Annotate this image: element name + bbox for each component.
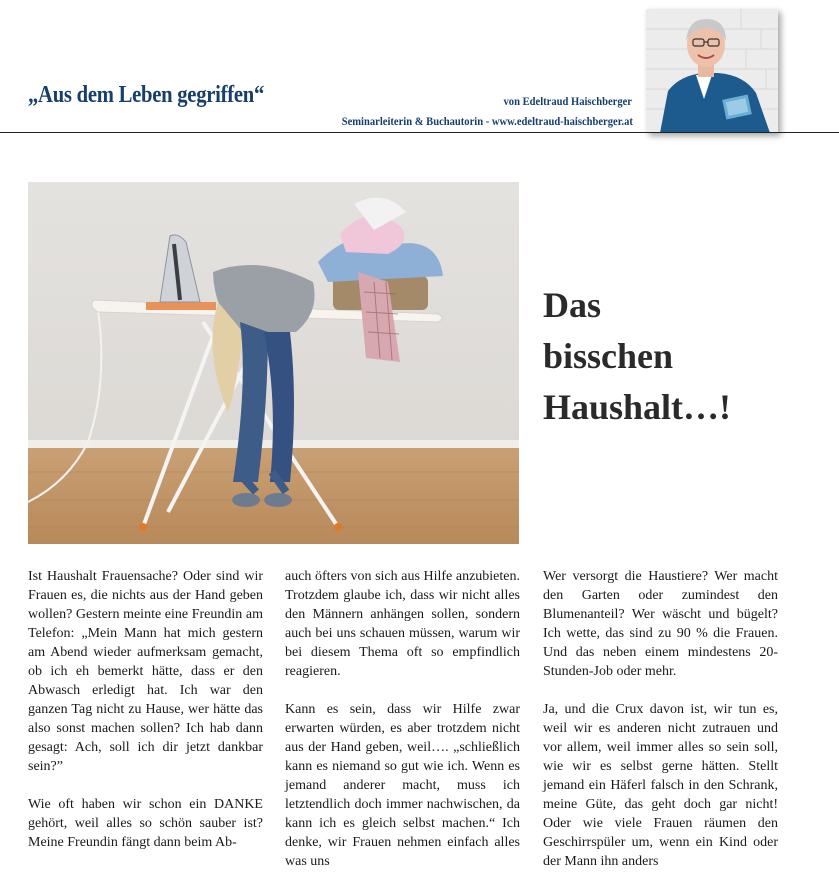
paragraph: Ist Haushalt Frauensache? Oder sind wir Frauen es, die nichts aus der Hand geben wollen? Gestern meinte eine Freundin am Telefon: „Mein Mann hat mich gestern am Abend wieder aufmerksam gemacht, ob ich eh bemerkt hätte, dass er den Abwasch erledigt hat. Ich war den ganzen Tag nicht zu Hause, wer hätte das also sonst machen sollen? Ich hab dann gesagt: Ach, soll ich dir jetzt dankbar sein?” xyxy=(28,569,263,774)
headline-line: Das xyxy=(543,285,602,325)
header-divider xyxy=(0,132,839,133)
headline-line: Haushalt…! xyxy=(543,387,732,427)
article-column-3 xyxy=(543,567,778,890)
author-portrait xyxy=(646,9,778,133)
author-byline: von Edeltraud Haischberger xyxy=(503,94,632,108)
paragraph: Ja, und die Crux davon ist, wir tun es, weil wir es anderen nicht zutrauen und vor allem, weil immer alles so sein soll, wie wir es selbst gerne hätten. Stellt jemand ein Häferl falsch in den Schrank, meine Güte, das geht doch gar nicht! Oder wie viele Frauen räumen den Geschirrspüler um, wenn ein Kind oder der Mann ihn anders xyxy=(543,702,778,869)
paragraph: Wer versorgt die Haustiere? Wer macht den Garten oder zumindest den Blumenanteil? Wer wäscht und bügelt? Ich wette, das sind zu 90 % die Frauen. Und das neben einem mindestens 20-Stunden-Job oder mehr. xyxy=(543,569,778,679)
headline-line: bisschen xyxy=(543,336,674,376)
article-column-1 xyxy=(28,567,263,871)
paragraph: auch öfters von sich aus Hilfe anzubieten. Trotzdem glaube ich, dass wir nicht alles den Männern anhängen sollen, sondern auch bei uns schauen müssen, warum wir bei diesem Thema oft so empfindlich reagieren. xyxy=(285,569,520,679)
article-column-2 xyxy=(285,567,520,890)
paragraph: Kann es sein, dass wir Hilfe zwar erwarten würden, es aber trotzdem nicht aus der Hand geben, weil…. „schließlich kann es niemand so gut wie ich. Wenn es jemand anderer macht, muss ich letztendlich doch immer nachwischen, da kann ich es gleich selbst machen.“ Ich denke, wir Frauen nehmen einfach alles was uns xyxy=(285,702,520,869)
column-title: „Aus dem Leben gegriffen“ xyxy=(28,82,265,108)
article-hero-image xyxy=(28,182,519,544)
article-headline xyxy=(543,280,731,433)
author-website-line: Seminarleiterin & Buchautorin - www.edeltraud-haischberger.at xyxy=(341,114,633,128)
paragraph: Wie oft haben wir schon ein DANKE gehört, weil alles so schön sauber ist? Meine Freundin fängt dann beim Ab- xyxy=(28,797,263,850)
